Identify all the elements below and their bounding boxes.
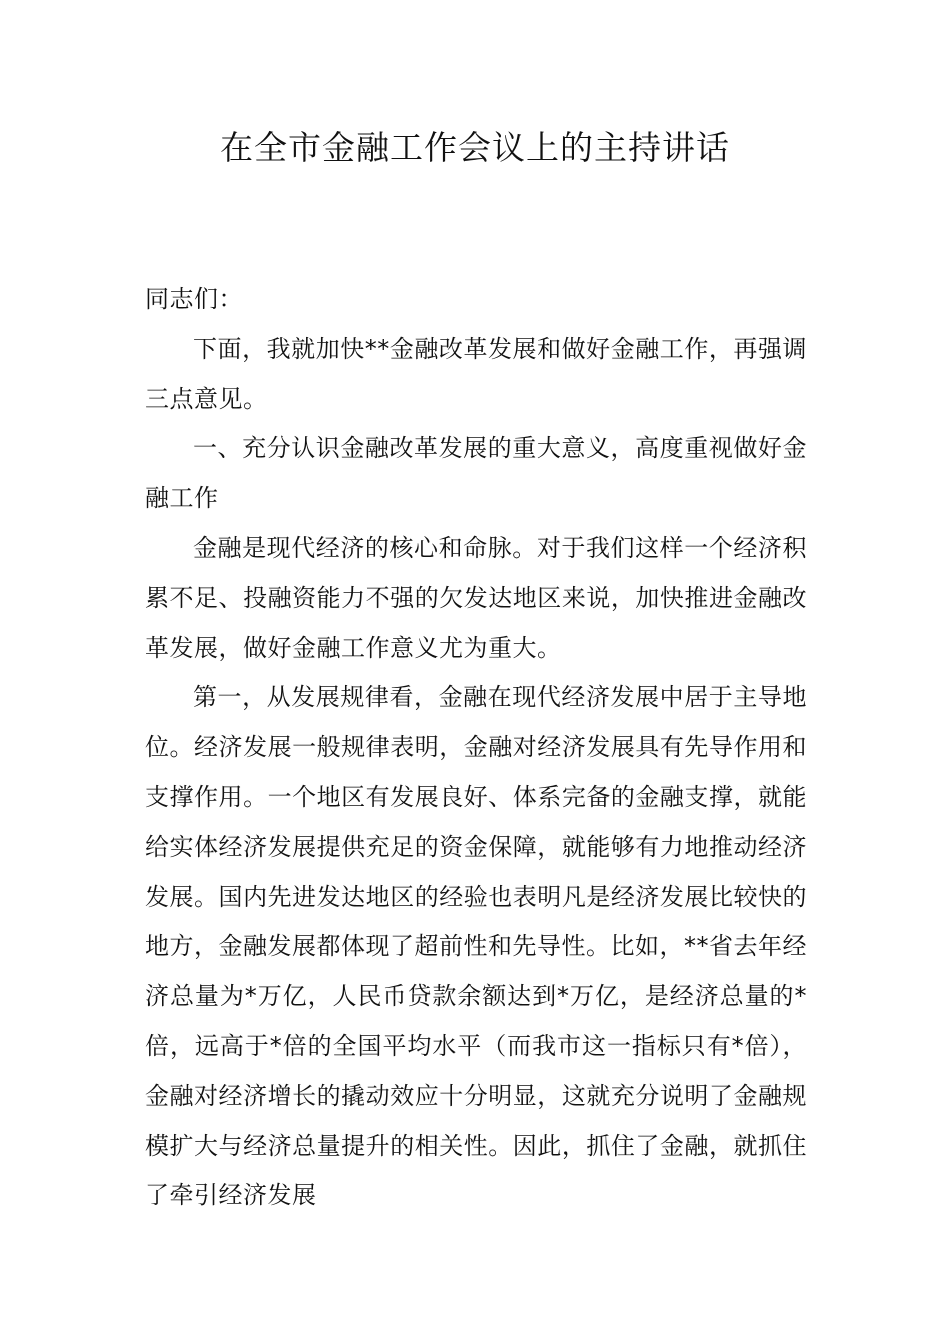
document-body xyxy=(145,275,807,1221)
paragraph-first-point: 第一，从发展规律看，金融在现代经济发展中居于主导地位。经济发展一般规律表明，金融对经济发展具有先导作用和支撑作用。一个地区有发展良好、体系完备的金融支撑，就能给实体经济发展提供充足的资金保障，就能够有力地推动经济发展。国内先进发达地区的经验也表明凡是经济发展比较快的地方，金融发展都体现了超前性和先导性。比如，**省去年经济总量为*万亿，人民币贷款余额达到*万亿，是经济总量的*倍，远高于*倍的全国平均水平（而我市这一指标只有*倍），金融对经济增长的撬动效应十分明显，这就充分说明了金融规模扩大与经济总量提升的相关性。因此，抓住了金融，就抓住了牵引经济发展 xyxy=(145,683,807,1210)
paragraph-significance: 金融是现代经济的核心和命脉。对于我们这样一个经济积累不足、投融资能力不强的欠发达地区来说，加快推进金融改革发展，做好金融工作意义尤为重大。 xyxy=(145,533,807,662)
document-title: 在全市金融工作会议上的主持讲话 xyxy=(220,128,730,167)
salutation: 同志们： xyxy=(145,285,243,313)
paragraph-intro: 下面，我就加快**金融改革发展和做好金融工作，再强调三点意见。 xyxy=(145,334,807,413)
section-heading-one: 一、充分认识金融改革发展的重大意义，高度重视做好金融工作 xyxy=(145,434,807,513)
